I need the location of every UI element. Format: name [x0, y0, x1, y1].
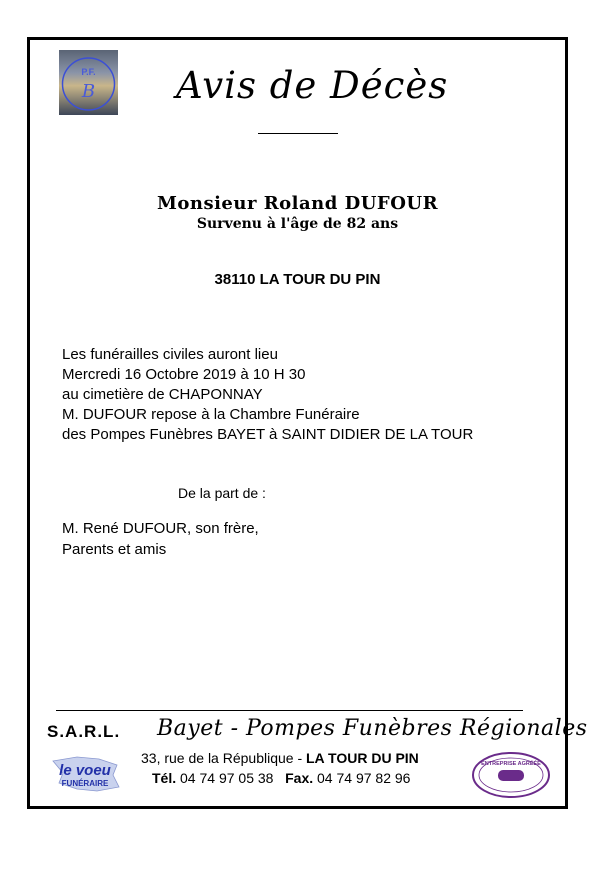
le-voeu-text: le voeu — [59, 762, 111, 779]
pfb-logo-graphic — [59, 50, 118, 115]
funeraire-text: FUNÉRAIRE — [61, 779, 109, 788]
badge-graphic — [471, 751, 551, 799]
tel-label: Tél. — [152, 770, 177, 786]
pfb-logo — [59, 50, 118, 115]
company-phones — [152, 770, 410, 786]
company-address — [141, 750, 419, 766]
footer-divider — [56, 710, 523, 711]
tel-number: 04 74 97 05 38 — [180, 770, 274, 786]
deceased-name: Monsieur Roland DUFOUR — [156, 193, 439, 214]
company-prefix: S.A.R.L. — [47, 722, 121, 741]
fax-label: Fax. — [285, 770, 314, 786]
from-label: De la part de : — [178, 485, 266, 501]
deceased-age: Survenu à l'âge de 82 ans — [196, 216, 399, 232]
page-border — [27, 37, 568, 809]
deceased-city: 38110 LA TOUR DU PIN — [214, 271, 381, 288]
family-line: M. René DUFOUR, son frère, — [62, 520, 259, 537]
funeral-line: Mercredi 16 Octobre 2019 à 10 H 30 — [62, 366, 306, 383]
badge-emblem — [498, 770, 524, 781]
address-city: LA TOUR DU PIN — [306, 750, 419, 766]
funeral-line: au cimetière de CHAPONNAY — [62, 386, 263, 403]
page-title: Avis de Décès — [176, 64, 449, 107]
logo-text-top: P.F. — [81, 67, 96, 77]
badge-text: ENTREPRISE AGRÉÉE — [481, 761, 541, 767]
funeral-line: des Pompes Funèbres BAYET à SAINT DIDIER DE LA TOUR — [62, 426, 474, 443]
address-street: 33, rue de la République - — [141, 750, 306, 766]
title-divider — [258, 133, 338, 134]
le-voeu-logo — [47, 753, 127, 800]
logo-text-letter: B — [81, 81, 96, 102]
fax-number: 04 74 97 82 96 — [317, 770, 411, 786]
funeral-line: Les funérailles civiles auront lieu — [62, 346, 278, 363]
funeral-line: M. DUFOUR repose à la Chambre Funéraire — [62, 406, 360, 423]
le-voeu-graphic — [47, 753, 127, 795]
approved-company-badge — [471, 751, 551, 804]
company-name: Bayet - Pompes Funèbres Régionales — [157, 716, 588, 741]
family-line: Parents et amis — [62, 541, 167, 558]
